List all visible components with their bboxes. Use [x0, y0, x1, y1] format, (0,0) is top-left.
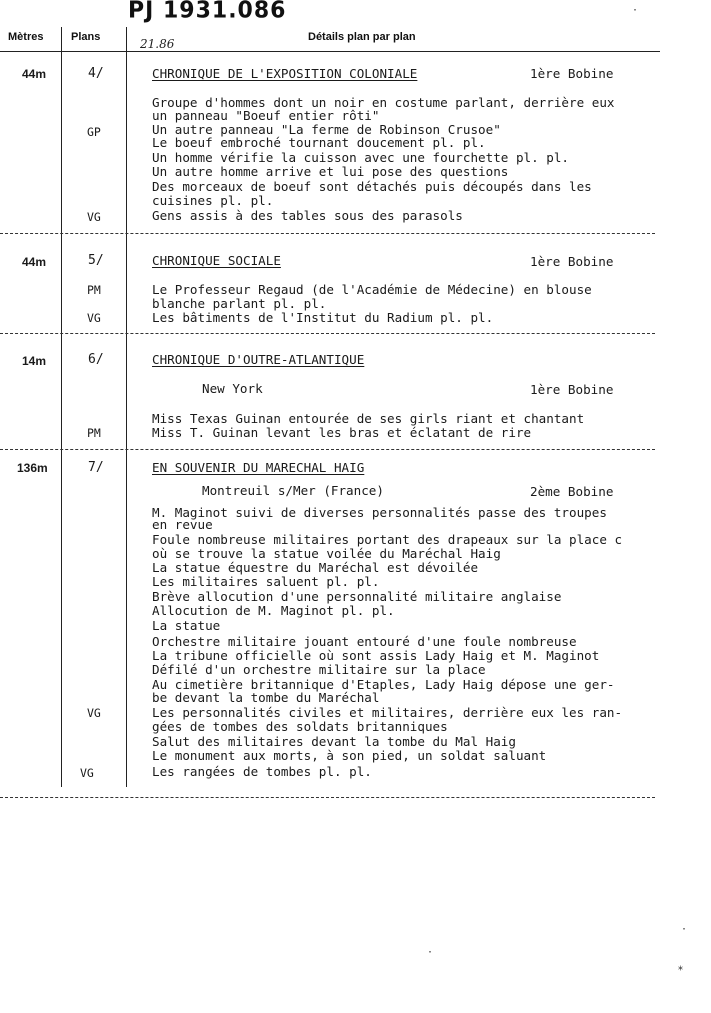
section-1-plan-number: 4/ — [88, 66, 104, 81]
section-2-title: CHRONIQUE SOCIALE — [152, 253, 281, 268]
section-3-reel: 1ère Bobine — [530, 382, 614, 397]
section-2-reel: 1ère Bobine — [530, 254, 614, 269]
section-4-plan-number: 7/ — [88, 460, 104, 475]
section-4-line-6: Les militaires saluent pl. pl. — [152, 574, 380, 589]
section-4-line-9: La statue — [152, 618, 221, 633]
column-divider-2 — [126, 27, 127, 787]
section-1-line-8: cuisines pl. pl. — [152, 193, 274, 208]
section-4-line-7: Brève allocution d'une personnalité militaire anglaise — [152, 589, 562, 604]
section-4-line-3: Foule nombreuse militaires portant des drapeaux sur la place c — [152, 532, 623, 547]
section-3-plan-number: 6/ — [88, 352, 104, 367]
section-4-line-5: La statue équestre du Maréchal est dévoilée — [152, 560, 479, 575]
section-1-line-3: Un autre panneau "La ferme de Robinson Crusoe" — [152, 122, 501, 137]
section-1-plan-label-2: VG — [87, 210, 101, 224]
section-4-line-17: Salut des militaires devant la tombe du Mal Haig — [152, 734, 516, 749]
section-3-title: CHRONIQUE D'OUTRE-ATLANTIQUE — [152, 352, 365, 367]
section-4-line-10: Orchestre militaire jouant entouré d'une foule nombreuse — [152, 634, 577, 649]
section-2-plan-number: 5/ — [88, 253, 104, 268]
section-4-line-1: M. Maginot suivi de diverses personnalités passe des troupes — [152, 505, 607, 520]
section-1-metres: 44m — [22, 67, 47, 81]
section-1-line-9: Gens assis à des tables sous des parasols — [152, 208, 463, 223]
section-4-line-12: Défilé d'un orchestre militaire sur la place — [152, 662, 486, 677]
section-divider-1 — [0, 233, 655, 234]
section-1-line-4: Le boeuf embroché tournant doucement pl. pl. — [152, 135, 486, 150]
section-3-line-2: Miss T. Guinan levant les bras et éclatant de rire — [152, 425, 532, 440]
section-divider-3 — [0, 449, 655, 450]
section-3-line-1: Miss Texas Guinan entourée de ses girls riant et chantant — [152, 411, 585, 426]
section-2-line-2: blanche parlant pl. pl. — [152, 296, 327, 311]
section-1-reel: 1ère Bobine — [530, 66, 614, 81]
section-1-line-1: Groupe d'hommes dont un noir en costume parlant, derrière eux — [152, 95, 615, 110]
section-2-metres: 44m — [22, 255, 47, 269]
scan-speck: · — [681, 924, 688, 935]
section-4-line-19: Les rangées de tombes pl. pl. — [152, 764, 372, 779]
section-4-line-8: Allocution de M. Maginot pl. pl. — [152, 603, 395, 618]
section-4-line-14: be devant la tombe du Maréchal — [152, 690, 380, 705]
handwritten-note: 21.86 — [140, 37, 175, 51]
section-1-line-2: un panneau "Boeuf entier rôti" — [152, 108, 380, 123]
scan-speck: · — [427, 947, 434, 958]
section-1-line-5: Un homme vérifie la cuisson avec une fourchette pl. pl. — [152, 150, 570, 165]
section-4-line-2: en revue — [152, 517, 213, 532]
archive-reference: PJ 1931.086 — [128, 0, 287, 24]
header-metres: Mètres — [8, 31, 44, 43]
section-2-line-3: Les bâtiments de l'Institut du Radium pl. pl. — [152, 310, 494, 325]
section-4-title: EN SOUVENIR DU MARECHAL HAIG — [152, 460, 365, 475]
section-divider-2 — [0, 333, 655, 334]
section-4-place: Montreuil s/Mer (France) — [202, 483, 384, 498]
scan-speck: · — [632, 5, 639, 16]
section-4-line-11: La tribune officielle où sont assis Lady Haig et M. Maginot — [152, 648, 600, 663]
section-2-line-1: Le Professeur Regaud (de l'Académie de Médecine) en blouse — [152, 282, 592, 297]
section-1-title: CHRONIQUE DE L'EXPOSITION COLONIALE — [152, 66, 418, 81]
section-3-metres: 14m — [22, 354, 47, 368]
section-4-line-13: Au cimetière britannique d'Etaples, Lady Haig dépose une ger- — [152, 677, 615, 692]
section-1-plan-label-1: GP — [87, 125, 101, 139]
section-3-plan-label-1: PM — [87, 426, 101, 440]
section-4-metres: 136m — [17, 461, 48, 475]
section-2-plan-label-2: VG — [87, 311, 101, 325]
section-4-plan-label-2: VG — [80, 766, 94, 780]
section-4-plan-label-1: VG — [87, 706, 101, 720]
section-1-line-6: Un autre homme arrive et lui pose des questions — [152, 164, 509, 179]
section-4-reel: 2ème Bobine — [530, 484, 614, 499]
scan-speck: ⁎ — [678, 962, 683, 973]
header-rule — [0, 51, 660, 52]
section-4-line-4: où se trouve la statue voilée du Maréchal Haig — [152, 546, 501, 561]
header-details: Détails plan par plan — [308, 31, 416, 43]
section-2-plan-label-1: PM — [87, 283, 101, 297]
section-4-line-18: Le monument aux morts, à son pied, un soldat saluant — [152, 748, 547, 763]
section-4-line-16: gées de tombes des soldats britanniques — [152, 719, 448, 734]
section-4-line-15: Les personnalités civiles et militaires, derrière eux les ran- — [152, 705, 623, 720]
column-divider-1 — [61, 27, 62, 787]
header-plans: Plans — [71, 31, 101, 43]
section-divider-4 — [0, 797, 655, 798]
section-3-place: New York — [202, 381, 263, 396]
section-1-line-7: Des morceaux de boeuf sont détachés puis découpés dans les — [152, 179, 592, 194]
